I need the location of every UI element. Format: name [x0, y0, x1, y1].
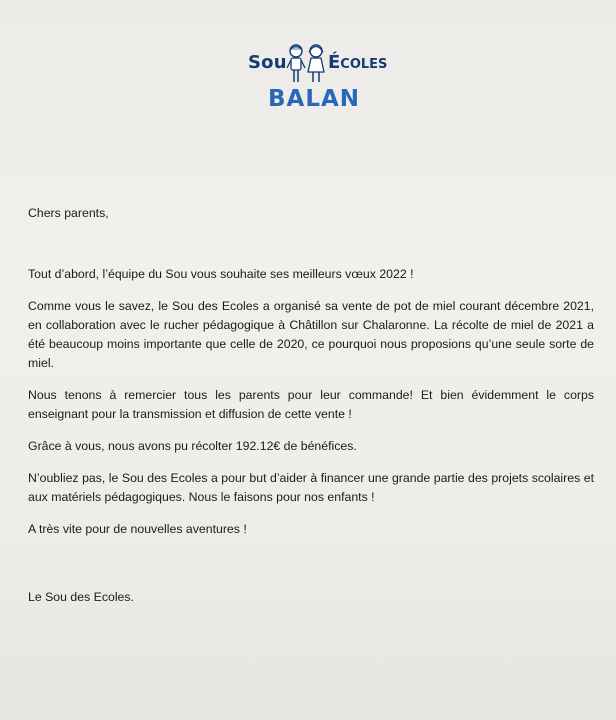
logo-sou-text: Sou	[248, 52, 287, 73]
letter-greeting: Chers parents,	[28, 206, 109, 220]
paragraph-closing: A très vite pour de nouvelles aventures !	[28, 522, 247, 536]
paragraph-wishes: Tout d’abord, l’équipe du Sou vous souhaite ses meilleurs vœux 2022 !	[28, 267, 414, 281]
letter-body	[28, 204, 594, 552]
sou-des-ecoles-logo	[240, 38, 390, 118]
paragraph-honey-sale: Comme vous le savez, le Sou des Ecoles a organisé sa vente de pot de miel courant décembre 2021, en collaboration avec le rucher pédagogique à Châtillon sur Chalaronne. La récolte de miel de 2021 a été beaucoup moins importante que celle de 2020, ce pourquoi nous proposions qu’une seule sorte de miel.	[28, 299, 594, 370]
two-children-icon	[284, 42, 328, 86]
logo-balan-text: BALAN	[268, 86, 361, 112]
logo-ecoles-text: ÉCOLES	[328, 52, 388, 73]
paragraph-profit: Grâce à vous, nous avons pu récolter 192.12€ de bénéfices.	[28, 439, 357, 453]
paragraph-thanks: Nous tenons à remercier tous les parents pour leur commande! Et bien évidemment le corps enseignant pour la transmission et diffusion de cette vente !	[28, 388, 594, 421]
paragraph-purpose: N’oubliez pas, le Sou des Ecoles a pour but d’aider à financer une grande partie des projets scolaires et aux matériels pédagogiques. Nous le faisons pour nos enfants !	[28, 471, 594, 504]
letter-signature: Le Sou des Ecoles.	[28, 590, 134, 604]
